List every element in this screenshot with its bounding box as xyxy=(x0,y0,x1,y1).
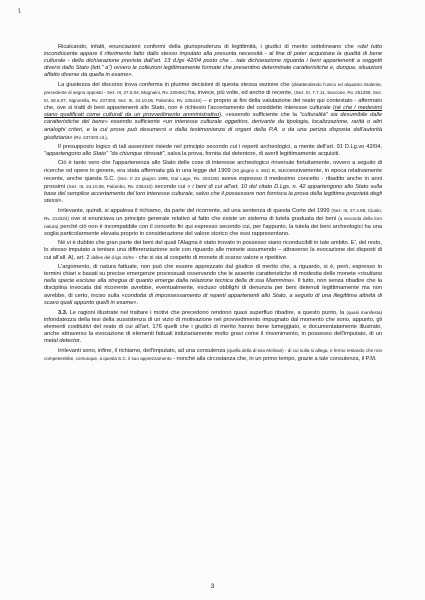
text-run: « i beni di cui all'art. 10 del citato D.Lgs. n. 42 appartengono allo Stato sulla base del semplice accertamento del loro interesse culturale, salvo che il possessore non fornisca la prova della legittima proprietà degli stessi» xyxy=(44,183,382,204)
paragraph xyxy=(44,240,382,262)
text-run: «condotta di impossessamento di reperti appartenenti allo Stato, a seguito di una illegittima attività di scavo quali appunto quelli in esame» xyxy=(44,292,382,306)
text-run: - che si sia al cospetto di monete di scarso valore e ripetitive. xyxy=(133,255,288,262)
paragraph xyxy=(44,160,382,205)
text-run: metal detector xyxy=(44,337,80,344)
text-run: 3.3. xyxy=(58,309,68,316)
text-run: (Sez. III, 24.10.06, Palombo, Rv. 235410) xyxy=(67,183,153,189)
text-run: «del tutto inconducente appare il riferimento fatto dallo stesso imputato alla presunta necessità - al fine di poter acquistare la qualità di bene culturale - della dichiarazione prevista dall'art. 13 d.lgs 42/04 posto che .. tale dichiarazione riguarda i beni appartenenti a soggetti diversi dallo Stato (lett." a") ovvero le collezioni legittimamente formate che presentino determinate caratteristiche e, dunque, situazioni affatto diverse da quella in esame» xyxy=(44,44,382,79)
text-run: La giustezza del discorso trova conferma in plurime decisioni di questa stessa sezione che xyxy=(58,82,292,89)
text-run: Il presupposto logico di tali asserzioni risiede nel principio secondo cui i reperti archeologici, a mente dell'art. 91 D.Lg.vo 42/04, xyxy=(58,143,382,150)
text-run: (disattendendo l'unico ed alquanto risalente, precedente di segno opposto - Sez. III, 27.5.04, Mugnaini, Rv. 229491) xyxy=(44,82,382,96)
text-run: , salva la prova, fornita dal detentore, di averli legittimamente acquisiti. xyxy=(164,150,340,157)
corner-mark: ι xyxy=(18,6,22,16)
text-run: ove si enunciava un principio generale relativo al fatto che esiste un sistema di tutela graduata dei beni xyxy=(68,216,339,223)
text-run: né che i medesimi siano qualificati come culturali da un provvedimento amministrativo xyxy=(44,105,382,119)
text-run: Irrilevanti sono, infine, il richiamo, dell'imputato, ad una consulenza xyxy=(58,347,227,354)
paragraph xyxy=(44,347,382,363)
text-run: (Sez. II 22 giugno 1995, Dal Lago, Rv. 203105) xyxy=(117,175,220,181)
text-run: L'argomento, di natura fattuale, non può che essere apprezzato dal giudice di merito che, a riguardo, si è, però, espresso in termini chiari e basati su precise emergenze processuali osservando che le asserite caratteristiche di modestia delle monete xyxy=(44,264,382,278)
text-run: (Sez. III, 27.4.99, Ciuolo, Rv. 214324) xyxy=(44,207,382,222)
paragraph xyxy=(44,144,382,158)
text-run: (a seconda della loro natura) xyxy=(44,216,382,230)
paragraph xyxy=(44,264,382,306)
text-run: (Rv. 237403 cit.) xyxy=(72,134,107,140)
text-run: (quasi manifesta) xyxy=(346,309,382,315)
text-run: (Sez. III, 7.7.11, Saccone, Rv. 251295; Sez. III, 28.6.07, Signorella, Rv. 237403; Sez. III, 24.10.06, Palombo, Rv. 235410) xyxy=(44,90,382,104)
text-run: aveva espresso il medesimo concetto - ribadito anche in anni prossimi xyxy=(44,175,382,190)
text-run: Ciò è tanto vero che l'appartenenza allo Stato delle cose di interesse archeologico rinvenute fortuitamente, ovvero a seguito di ricerche od opere in genere, era stata affermata già in una legge del 1909 xyxy=(44,159,382,174)
paragraph xyxy=(44,81,382,141)
text-run: » essendo sufficiente xyxy=(104,119,163,126)
text-run: "appartengono allo Stato" "da chiunque ritrovati" xyxy=(44,150,165,157)
text-run: secondo cui xyxy=(152,183,188,190)
text-run: delles del d.lgs 42/04 xyxy=(91,255,134,261)
text-run: ha, invece, più volte, ed anche di recente, xyxy=(186,90,295,97)
text-run: . xyxy=(79,337,82,344)
text-run: perché ciò non è incompatibile con il concetto fin qui espresso secondo cui, per l'appunto, la tutela dei beni archeologici ha una soglia particolarmente elevata proprio in considerazione del valore storico che essi rappresentano. xyxy=(44,224,382,238)
text-run: - di cui nulla si allega, e fermo restando che non competerebbe, comunque, a questa S.C. il suo apprezzamento xyxy=(44,347,382,361)
page-number: 3 xyxy=(210,583,215,590)
paragraph xyxy=(44,44,382,79)
text-run: Né vi è dubbio che gran parte dei beni del quali l'Alagna è stato trovato in possesso siano riconducibili in tale ambito. E', del resto, lo stesso imputato a tentare una differenziazione sole con riguardo alle monete assumendo – attraverso la evocazione dei disposti di cui all'all. A), art. 2 xyxy=(44,240,382,262)
text-run: Irrilevante, quindi, si appalesa il richiamo, da parte del ricorrente, ad una sentenza di questa Corte del 1999 xyxy=(58,207,332,214)
text-run: . xyxy=(136,299,139,306)
document-body xyxy=(44,44,382,574)
paragraph xyxy=(44,207,382,238)
text-run: ), «essendo sufficiente che la xyxy=(219,112,300,119)
text-run: infondatezza della tesi della sussistenza di un vizio di motivazione nel provvedimento impugnato dal momento che sono, appunto, gli elementi costitutivi del reato di cui all'art. 176 quelli che i giudici di merito hanno bene lumeggiato, e documentatamente illustrato, anche attraverso la evocazione di elementi fattuali indiziariamente molto gravi come il rinvenimento, in possesso dell'imputato, di un xyxy=(44,316,382,337)
text-run: – e proprio ai fini della valutazione del reato qui contestato - affermato che, ove si tratti di beni appartenenti allo Stato, non è richiesto l'accertamento del cosiddetto interesse culturale ( xyxy=(44,98,382,112)
text-run: . xyxy=(106,134,109,141)
text-run: . xyxy=(61,197,64,204)
text-run: (quella della dr.ssa Molinari) xyxy=(226,347,284,353)
text-run: . Il tutto, non senza ribadire che la disciplina invocata dal ricorrente avrebbe, eventualmente, escluso obblighi di denunzia per beni detenuti legittimamente ma non avrebbe, di certo, inciso sulla xyxy=(44,278,382,299)
text-run: «un interesse culturale oggettivo, derivante da tipologia, localizzazione, rarità o altri analoghi criteri, e la cui prova può desumersi o dalla testimonianza di organi della P.A. o da una perizia disposta dall'autorità giudiziaria» xyxy=(44,119,382,141)
text-run: . xyxy=(131,72,134,79)
text-run: «risultano nella specie escluse alla stregua di quanto emerge dalla relazione tecnica della dr.ssa Mammina» xyxy=(44,271,382,285)
text-run: Ricalcando, infatti, enunciazioni conformi della giurisprudenza di legittimità, i giudici di merito sottolineano che xyxy=(58,44,358,50)
paragraph xyxy=(44,309,382,345)
text-run: - nonché alla circostanza che, in un primo tempo, grazie a tale consulenza, il P.M. xyxy=(171,355,377,362)
text-run: Le ragioni illustrate nel trattare i motivi che precedono rendono quasi superfluo ribadire, a questo punto, la xyxy=(67,309,347,316)
text-run: "culturalità" sia desumibile dalle caratteristiche del bene xyxy=(44,112,382,126)
text-run: (20 giugno n. 364) xyxy=(232,167,270,173)
text-run: e, successivamente, in epoca relativamente recente, anche questa S.C. xyxy=(44,167,382,182)
